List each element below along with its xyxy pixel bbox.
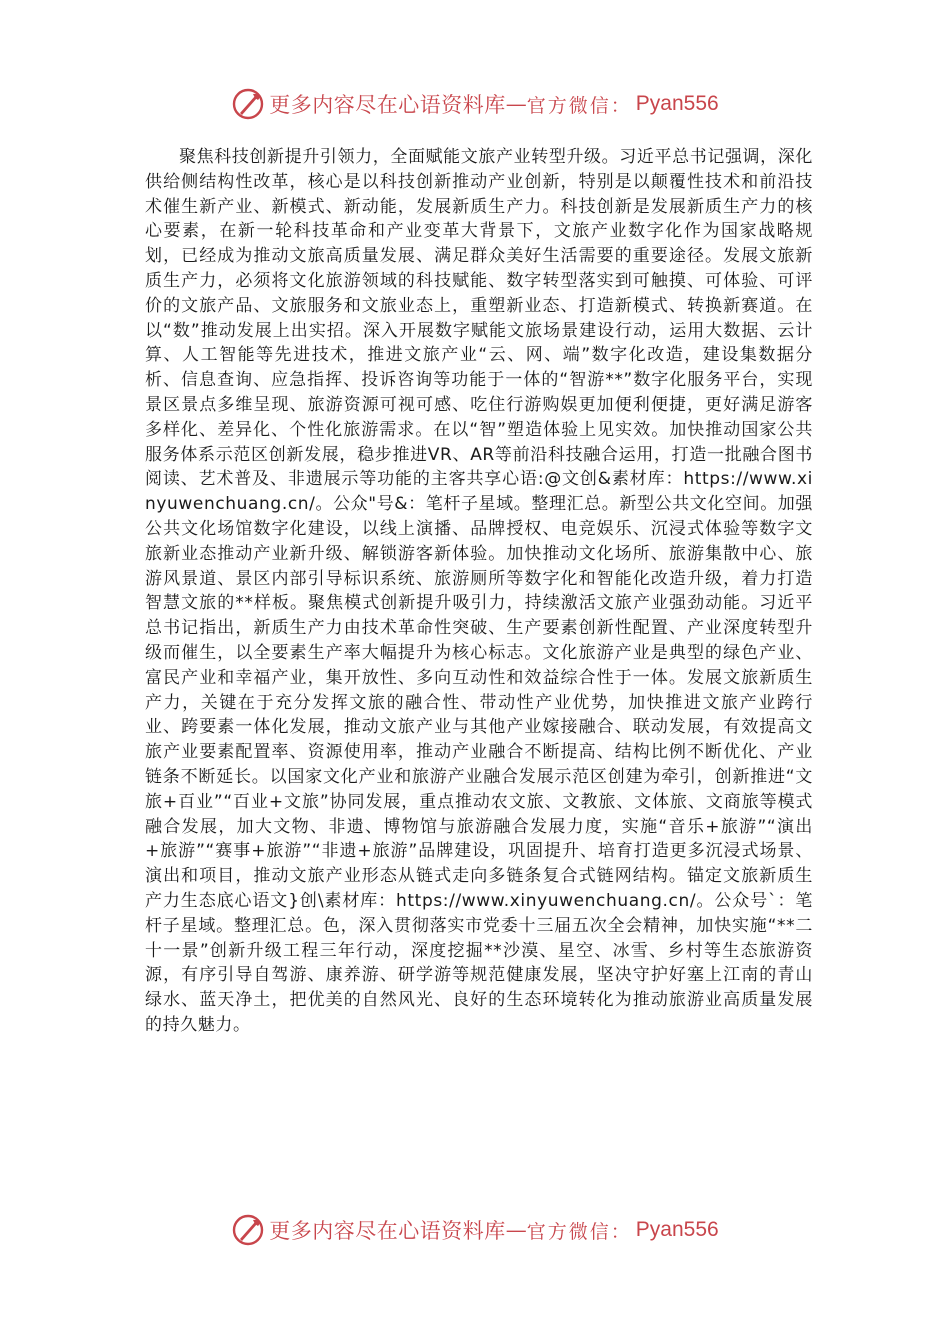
watermark-wechat-label: 官方微信： [526, 94, 632, 117]
watermark-separator: — [505, 1218, 527, 1242]
quill-logo-icon [231, 1213, 265, 1247]
footer-watermark [0, 1210, 950, 1250]
body-paragraph: 聚焦科技创新提升引领力，全面赋能文旅产业转型升级。习近平总书记强调，深化供给侧结构性改革，核心是以科技创新推动产业创新，特别是以颠覆性技术和前沿技术催生新产业、新模式、新动能，发展新质生产力。科技创新是发展新质生产力的核心要素，在新一轮科技革命和产业变革大背景下，文旅产业数字化作为国家战略规划，已经成为推动文旅高质量发展、满足群众美好生活需要的重要途径。发展文旅新质生产力，必须将文化旅游领域的科技赋能、数字转型落实到可触摸、可体验、可评价的文旅产品、文旅服务和文旅业态上，重塑新业态、打造新模式、转换新赛道。在以“数”推动发展上出实招。深入开展数字赋能文旅场景建设行动，运用大数据、云计算、人工智能等先进技术，推进文旅产业“云、网、端”数字化改造，建设集数据分析、信息查询、应急指挥、投诉咨询等功能于一体的“智游**”数字化服务平台，实现景区景点多维呈现、旅游资源可视可感、吃住行游购娱更加便利便捷，更好满足游客多样化、差异化、个性化旅游需求。在以“智”塑造体验上见实效。加快推动国家公共服务体系示范区创新发展，稳步推进VR、AR等前沿科技融合运用，打造一批融合图书阅读、艺术普及、非遗展示等功能的主客共享心语:@文创&素材库：https://www.xinyuwenchuang.cn/。公众"号&：笔杆子星域。整理汇总。新型公共文化空间。加强公共文化场馆数字化建设，以线上演播、品牌授权、电竞娱乐、沉浸式体验等数字文旅新业态推动产业新升级、解锁游客新体验。加快推动文化场所、旅游集散中心、旅游风景道、景区内部引导标识系统、旅游厕所等数字化和智能化改造升级，着力打造智慧文旅的**样板。聚焦模式创新提升吸引力，持续激活文旅产业强劲动能。习近平总书记指出，新质生产力由技术革命性突破、生产要素创新性配置、产业深度转型升级而催生，以全要素生产率大幅提升为核心标志。文化旅游产业是典型的绿色产业、富民产业和幸福产业，集开放性、多向互动性和效益综合性于一体。发展文旅新质生产力，关键在于充分发挥文旅的融合性、带动性产业优势，加快推进文旅产业跨行业、跨要素一体化发展，推动文旅产业与其他产业嫁接融合、联动发展，有效提高文旅产业要素配置率、资源使用率，推动产业融合不断提高、结构比例不断优化、产业链条不断延长。以国家文化产业和旅游产业融合发展示范区创建为牵引，创新推进“文旅+百业”“百业+文旅”协同发展，重点推动农文旅、文教旅、文体旅、文商旅等模式融合发展，加大文物、非遗、博物馆与旅游融合发展力度，实施“音乐+旅游”“演出+旅游”“赛事+旅游”“非遗+旅游”品牌建设，巩固提升、培育打造更多沉浸式场景、演出和项目，推动文旅产业形态从链式走向多链条复合式链网结构。锚定文旅新质生产力生态底心语文}创\素材库：https://www.xinyuwenchuang.cn/。公众号`：笔杆子星域。整理汇总。色，深入贯彻落实市党委十三届五次全会精神，加快实施“**二十一景”创新升级工程三年行动，深度挖掘**沙漠、星空、冰雪、乡村等生态旅游资源，有序引导自驾游、康养游、研学游等规范健康发展，坚决守护好塞上江南的青山绿水、蓝天净土，把优美的自然风光、良好的生态环境转化为推动旅游业高质量发展的持久魅力。 [145, 147, 813, 1035]
watermark-main-text: 更多内容尽在心语资料库 [269, 93, 506, 117]
watermark-separator: — [505, 92, 527, 116]
watermark-wechat-label: 官方微信： [526, 1220, 632, 1243]
header-watermark [0, 84, 950, 124]
watermark-main-text: 更多内容尽在心语资料库 [269, 1219, 506, 1243]
watermark-wechat-id: Pyan556 [635, 1218, 719, 1241]
document-body [145, 145, 813, 1038]
watermark-wechat-id: Pyan556 [635, 92, 719, 115]
quill-logo-icon [231, 87, 265, 121]
